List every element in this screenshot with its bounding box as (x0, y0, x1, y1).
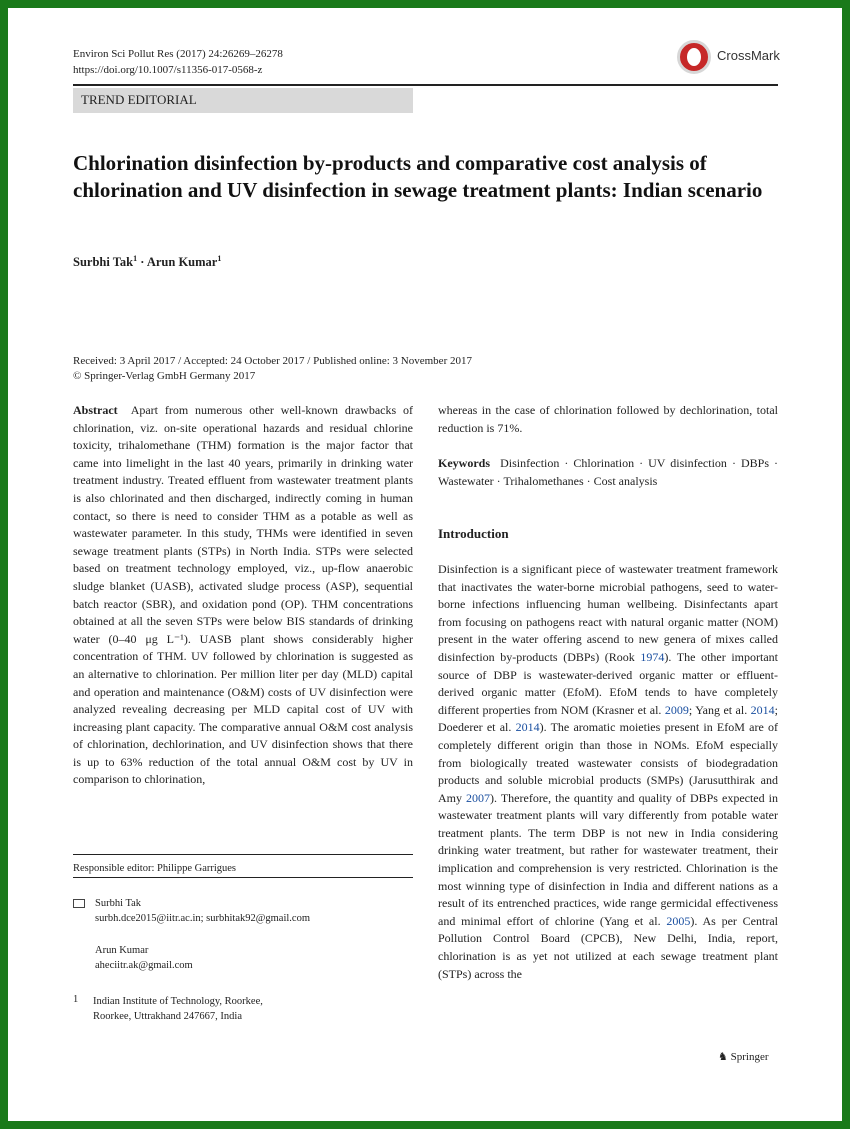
crossmark-icon (677, 40, 711, 74)
affiliation-line: Roorkee, Uttrakhand 247667, India (93, 1011, 243, 1022)
crossmark-label: CrossMark (717, 48, 780, 63)
responsible-editor: Responsible editor: Philippe Garrigues (73, 863, 237, 874)
author-separator: · (140, 255, 145, 270)
author-name: Arun Kumar (95, 945, 149, 956)
publisher-name: Springer (730, 1051, 769, 1063)
citation-link[interactable]: 2009 (664, 702, 689, 717)
article-title: Chlorination disinfection by-products and comparative cost analysis of chlorination and UV disinfection in sewage treatment plants: Indian scenario (73, 151, 763, 202)
keywords-block (438, 455, 778, 490)
footnote-rule (73, 877, 413, 878)
journal-reference: Environ Sci Pollut Res (2017) 24:26269–26278 (73, 48, 283, 60)
citation-link[interactable]: 1974 (640, 649, 665, 664)
right-column (438, 402, 778, 983)
affiliation-marker: 1 (133, 254, 138, 263)
author-list (73, 254, 221, 270)
abstract-text: Apart from numerous other well-known drawbacks of chlorination, viz. on-site operational hazards and residual chlorine toxicity, trihalomethane (THM) formation is the major factor that came into limelight in the last 40 years, primarily in drinking water treatment industry. Treated effluent from wastewater treatment plants is also chlorinated and then discharged, indirectly coming in human contact, so there is need to consider THM as a potable as well as wastewater parameter. In this study, THMs were identified in seven sewage treatment plants (STPs) in North India. STPs were selected based on treatment technology employed, viz., up-flow anaerobic sludge blanket (UASB), activated sludge process (ASP), sequential batch reactor (SBR), and oxidation pond (OP). THM concentrations obtained at all the seven STPs were below BIS standards of drinking water (0–40 μg L⁻¹). UASB plant shows considerably higher concentration of THM. UV followed by chlorination is suggested as an alternative to chlorination. Per million liter per day (MLD) capital and operation and maintenance (O&M) costs of UV disinfection were analyzed revealing decreasing per MLD capital cost of UV with increasing plant capacity. The comparative annual O&M cost analysis of chlorination, dechlorination, and UV disinfection shows that there is up to 63% reduction of the total annual O&M cost by UV in comparison to chlorination, (73, 403, 413, 787)
affiliation (93, 994, 263, 1024)
abstract-heading: Abstract (73, 403, 118, 417)
keywords-text: Disinfection · Chlorination · UV disinfection · DBPs · Wastewater · Trihalomethanes · Cost analysis (438, 456, 779, 488)
affiliation-number: 1 (73, 994, 79, 1005)
affiliation-marker: 1 (217, 254, 222, 263)
email-link[interactable]: aheciitr.ak@gmail.com (95, 960, 193, 971)
author-name[interactable]: Arun Kumar (146, 255, 218, 270)
abstract-continued: whereas in the case of chlorination followed by dechlorination, total reduction is 71%. (438, 403, 778, 435)
affiliation-line: Indian Institute of Technology, Roorkee, (93, 996, 263, 1007)
crossmark-badge[interactable] (673, 36, 793, 78)
email-link[interactable]: surbh.dce2015@iitr.ac.in; surbhitak92@gmail.com (95, 913, 311, 924)
journal-citation (73, 46, 283, 78)
abstract-block (73, 402, 413, 789)
citation-link[interactable]: 2005 (666, 913, 691, 928)
header-rule (73, 84, 778, 86)
corresponding-author-2 (95, 943, 193, 973)
publisher-logo (718, 1050, 769, 1063)
publication-history (73, 354, 472, 384)
doi-link[interactable]: https://doi.org/10.1007/s11356-017-0568-z (73, 64, 263, 76)
citation-link[interactable]: 2014 (515, 720, 540, 735)
introduction-heading: Introduction (438, 526, 509, 542)
author-name[interactable]: Surbhi Tak (73, 255, 134, 270)
springer-horse-icon: ♞ (718, 1051, 728, 1063)
introduction-paragraph: Disinfection is a significant piece of wastewater treatment framework that inactivates the water-borne microbial pathogens, seed to water-borne infections influencing human wellbeing. Disinfectants apart from focusing on pathogens react with natural organic matter (NOM) present in the water offering ascend to new genera of mixes called disinfection by-products (DBPs) (Rook 1974). The other important source of DBP is wastewater-derived organic matter or effluent-derived organic matter (EfoM). EfoM tends to have completely different properties from NOM (Krasner et al. 2009; Yang et al. 2014; Doederer et al. 2014). The aromatic moieties present in EfoM are of completely different origin than those in NOMs. EfoM especially from biologically treated wastewater consists of biodegradation products and soluble microbial products (SMPs) (Jarusutthirak and Amy 2007). Therefore, the quantity and quality of DBPs expected in wastewater treatment plants will vary differently from potable water treatment plants. The term DBP is not new in India considering drinking water treatment, but rather for wastewater treatment, their implication and comprehension is very restricted. Chlorination is the most winning type of disinfection in India and different nations as a result of its entrenched practices, wide range germicidal effectiveness and minimal effort of chlorine (Yang et al. 2005). As per Central Pollution Control Board (CPCB), New Delhi, India, report, chlorination is as yet not utilized at each sewage treatment plant (STPs) across the (438, 561, 779, 981)
citation-link[interactable]: 2014 (750, 702, 775, 717)
envelope-icon (73, 899, 85, 908)
section-tag: TREND EDITORIAL (73, 88, 413, 113)
citation-link[interactable]: 2007 (466, 790, 491, 805)
article-dates: Received: 3 April 2017 / Accepted: 24 October 2017 / Published online: 3 November 2017 (73, 355, 472, 367)
footnote-rule (73, 854, 413, 855)
corresponding-author-1 (95, 896, 310, 926)
author-name: Surbhi Tak (95, 898, 142, 909)
copyright-notice: © Springer-Verlag GmbH Germany 2017 (73, 370, 256, 382)
keywords-heading: Keywords (438, 456, 490, 471)
paper-page (8, 8, 842, 1121)
